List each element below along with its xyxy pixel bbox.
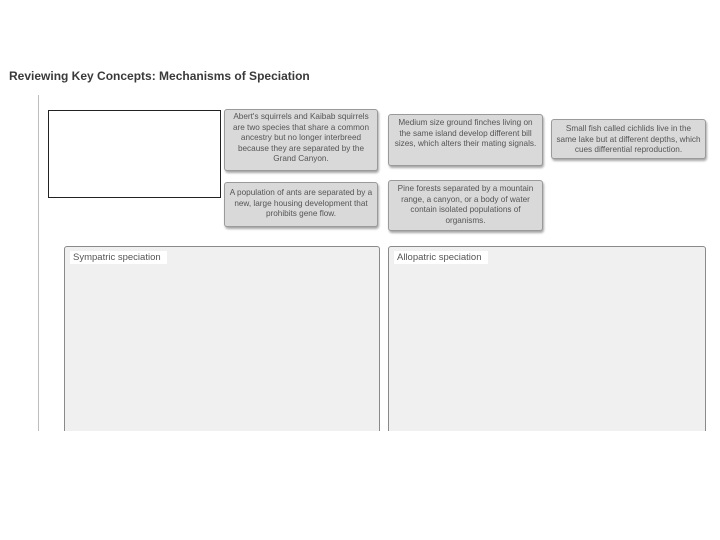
card-abert-kaibab-squirrels[interactable]: Abert's squirrels and Kaibab squirrels are two species that share a common ancestry but no longer interbreed because they are separated by the Grand Canyon. [224, 109, 378, 171]
allopatric-speciation-bin[interactable] [388, 246, 706, 431]
card-ants-housing[interactable]: A population of ants are separated by a new, large housing development that prohibits gene flow. [224, 182, 378, 227]
sympatric-speciation-bin[interactable] [64, 246, 380, 431]
left-divider [38, 95, 39, 431]
page-title: Reviewing Key Concepts: Mechanisms of Speciation [9, 69, 310, 83]
empty-drop-target[interactable] [48, 110, 221, 198]
card-ground-finches[interactable]: Medium size ground finches living on the same island develop different bill sizes, which alters their mating signals. [388, 114, 543, 166]
sympatric-bin-label: Sympatric speciation [70, 251, 167, 264]
card-pine-forests[interactable]: Pine forests separated by a mountain range, a canyon, or a body of water contain isolated populations of organisms. [388, 180, 543, 231]
allopatric-bin-label: Allopatric speciation [394, 251, 488, 264]
card-cichlids[interactable]: Small fish called cichlids live in the same lake but at different depths, which cues differential reproduction. [551, 119, 706, 159]
